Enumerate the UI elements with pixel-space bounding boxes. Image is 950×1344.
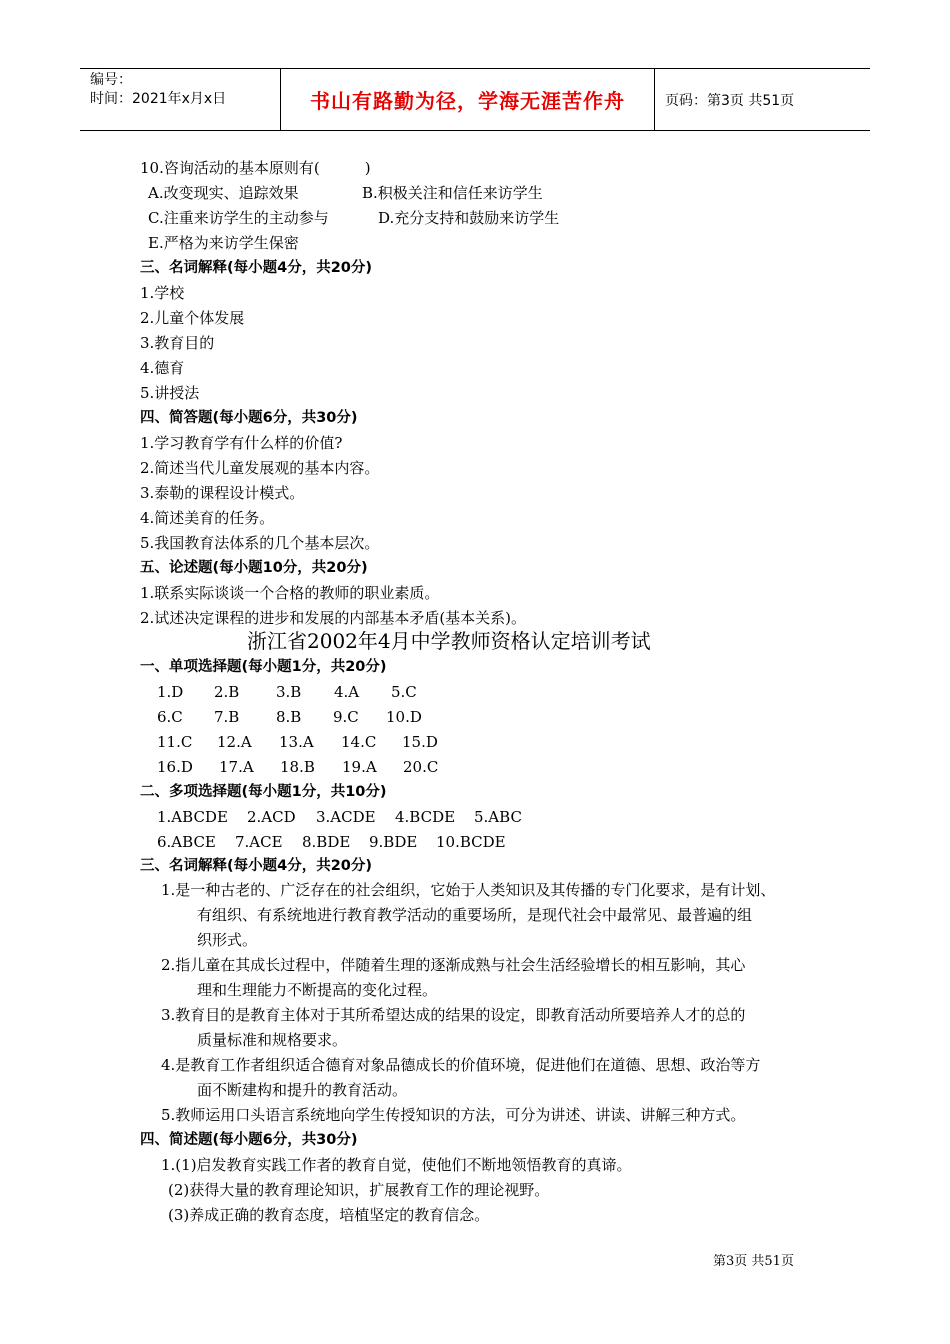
answer-line: 织形式。 [197,931,258,949]
answer-cell: 8.B [276,708,302,726]
list-item: 5.讲授法 [140,384,200,402]
q10-option-d: D.充分支持和鼓励来访学生 [378,209,560,227]
answer-cell: 10.BCDE [436,833,506,851]
answer-line: 1.(1)启发教育实践工作者的教育自觉，使他们不断地领悟教育的真谛。 [161,1156,632,1174]
list-item: 2.儿童个体发展 [140,309,245,327]
header-meta [80,69,281,130]
section-heading: 四、简述题(每小题6分，共30分) [140,1132,358,1148]
answer-line: 质量标准和规格要求。 [197,1031,348,1049]
answer-row [157,732,438,752]
time-label: 时间：2021年x月x日 [90,91,227,107]
list-item: 3.教育目的 [140,334,215,352]
number-label: 编号： [90,72,132,88]
answer-line: (2)获得大量的教育理论知识，扩展教育工作的理论视野。 [168,1181,550,1199]
answer-cell: 20.C [403,758,439,776]
answer-cell: 5.C [391,683,417,701]
q10-stem: 10.咨询活动的基本原则有( ) [140,159,371,177]
answer-row [157,807,522,827]
answer-cell: 12.A [217,733,252,751]
answer-cell: 14.C [341,733,377,751]
section-heading: 二、多项选择题(每小题1分，共10分) [140,784,387,800]
list-item: 1.学校 [140,284,185,302]
answer-line: 3.教育目的是教育主体对于其所希望达成的结果的设定，即教育活动所要培养人才的总的 [161,1006,746,1024]
answer-row [157,682,417,702]
answer-cell: 11.C [157,733,193,751]
q10-option-e: E.严格为来访学生保密 [148,234,299,252]
answer-cell: 7.B [214,708,240,726]
list-item: 4.德育 [140,359,185,377]
answer-line: 理和生理能力不断提高的变化过程。 [197,981,438,999]
answer-cell: 3.ACDE [316,808,376,826]
answer-line: (3)养成正确的教育态度，培植坚定的教育信念。 [168,1206,490,1224]
answer-line: 4.是教育工作者组织适合德育对象品德成长的价值环境，促进他们在道德、思想、政治等方 [161,1056,761,1074]
page-header [80,68,870,131]
answer-cell: 15.D [402,733,438,751]
answer-line: 2.指儿童在其成长过程中，伴随着生理的逐渐成熟与社会生活经验增长的相互影响，其心 [161,956,746,974]
answer-cell: 1.ABCDE [157,808,228,826]
answer-row [157,757,438,777]
answer-row [157,707,422,727]
header-motto: 书山有路勤为径，学海无涯苦作舟 [281,69,655,130]
answer-line: 面不断建构和提升的教育活动。 [197,1081,408,1099]
list-item: 3.泰勒的课程设计模式。 [140,484,305,502]
section-heading: 三、名词解释(每小题4分，共20分) [140,858,373,874]
section-heading: 三、名词解释(每小题4分，共20分) [140,260,373,276]
answer-cell: 7.ACE [235,833,283,851]
answer-line: 5.教师运用口头语言系统地向学生传授知识的方法，可分为讲述、讲读、讲解三种方式。 [161,1106,746,1124]
answer-line: 有组织、有系统地进行教育教学活动的重要场所，是现代社会中最常见、最普遍的组 [197,906,753,924]
q10-option-b: B.积极关注和信任来访学生 [362,184,543,202]
answer-cell: 9.BDE [369,833,418,851]
section-heading: 一、单项选择题(每小题1分，共20分) [140,659,387,675]
q10-option-c: C.注重来访学生的主动参与 [148,209,329,227]
q10-option-a: A.改变现实、追踪效果 [148,184,299,202]
list-item: 2.简述当代儿童发展观的基本内容。 [140,459,380,477]
answer-cell: 2.ACD [247,808,296,826]
answer-cell: 1.D [157,683,184,701]
answer-cell: 4.A [334,683,360,701]
answer-cell: 8.BDE [302,833,351,851]
answer-cell: 3.B [276,683,302,701]
section-heading: 四、简答题(每小题6分，共30分) [140,410,358,426]
answer-cell: 2.B [214,683,240,701]
list-item: 4.简述美育的任务。 [140,509,275,527]
list-item: 1.联系实际谈谈一个合格的教师的职业素质。 [140,584,440,602]
answer-line: 1.是一种古老的、广泛存在的社会组织，它始于人类知识及其传播的专门化要求，是有计划、 [161,881,776,899]
answer-cell: 10.D [386,708,422,726]
answer-cell: 5.ABC [474,808,522,826]
page-footer: 第3页 共51页 [713,1254,794,1269]
list-item: 2.试述决定课程的进步和发展的内部基本矛盾(基本关系)。 [140,609,527,627]
answer-cell: 16.D [157,758,193,776]
answer-row [157,832,506,852]
answer-cell: 6.C [157,708,183,726]
answer-cell: 18.B [280,758,315,776]
answer-cell: 13.A [279,733,314,751]
section-heading: 五、论述题(每小题10分，共20分) [140,560,368,576]
answer-cell: 19.A [342,758,377,776]
answer-cell: 6.ABCE [157,833,216,851]
answer-cell: 17.A [219,758,254,776]
list-item: 5.我国教育法体系的几个基本层次。 [140,534,380,552]
answer-cell: 9.C [333,708,359,726]
header-page-label: 页码：第3页 共51页 [665,92,795,109]
list-item: 1.学习教育学有什么样的价值? [140,434,343,452]
answer-title: 浙江省2002年4月中学教师资格认定培训考试 [247,629,651,653]
answer-cell: 4.BCDE [395,808,456,826]
